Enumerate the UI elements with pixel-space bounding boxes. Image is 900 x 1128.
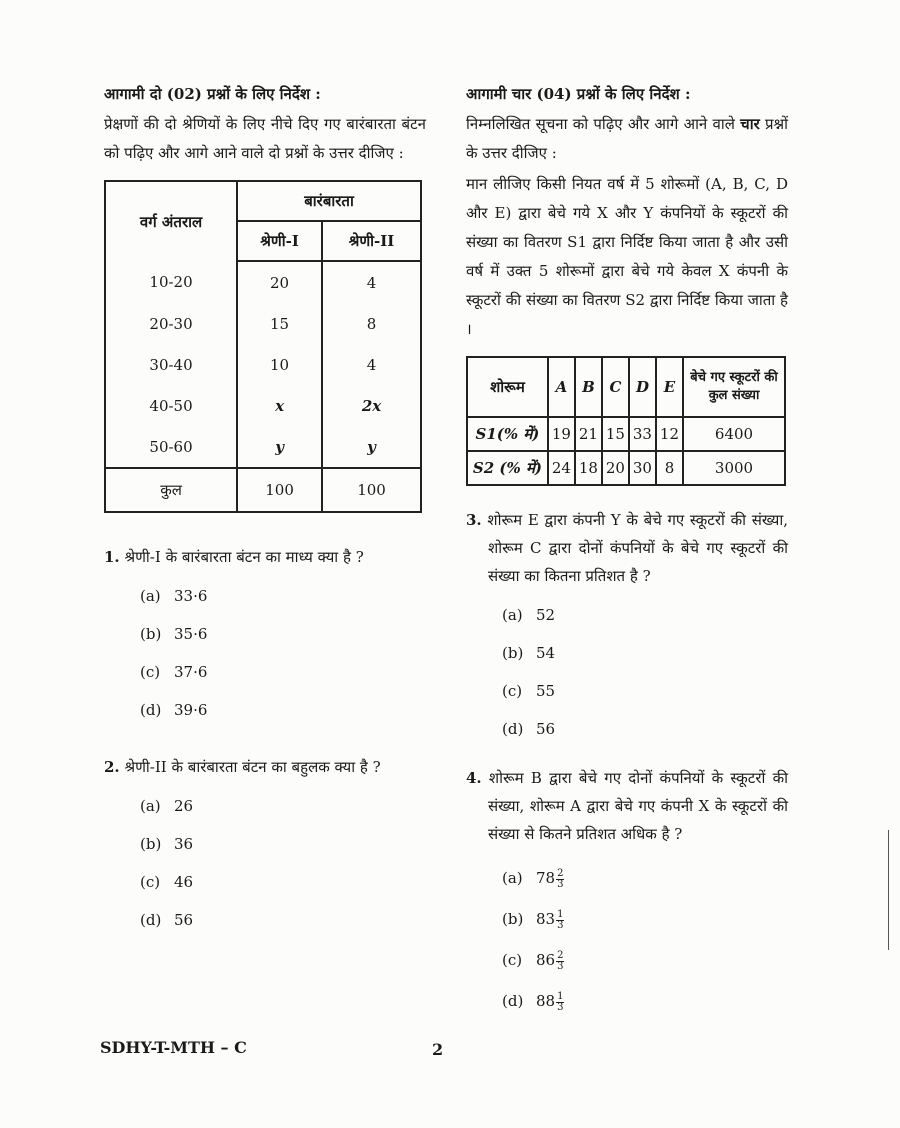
table-row	[105, 426, 421, 468]
fraction: $\frac{2}{3}$	[557, 867, 564, 890]
series2-cell: 8	[322, 303, 421, 344]
value-cell: 8	[656, 451, 683, 485]
value-cell: 19	[548, 417, 575, 451]
value-cell: 15	[602, 417, 629, 451]
interval-cell: 10-20	[105, 261, 237, 303]
table-row	[467, 417, 785, 451]
col-header: B	[575, 357, 602, 417]
showroom-header: शोरूम	[467, 357, 548, 417]
question-2	[104, 753, 426, 933]
value-cell: 18	[575, 451, 602, 485]
question-number: 1.	[104, 548, 120, 566]
option-d[interactable]: (d) 56	[140, 911, 194, 929]
option-d[interactable]: (d) 88 $\frac{1}{3}$	[502, 990, 564, 1013]
option-a[interactable]: (a) 78 $\frac{2}{3}$	[502, 867, 564, 890]
interval-cell: 50-60	[105, 426, 237, 468]
value-cell: 24	[548, 451, 575, 485]
total-sold-header: बेचे गए स्कूटरों की कुल संख्या	[683, 357, 785, 417]
question-text: श्रेणी-I के बारंबारता बंटन का माध्य क्या है ?	[124, 548, 364, 566]
question-text: शोरूम B द्वारा बेचे गए दोनों कंपनियों के स्कूटरों की संख्या, शोरूम A द्वारा बेचे गए कंपनी X के स्कूटरों की संख्या से कितने प्रतिशत अधिक है ?	[488, 769, 788, 843]
total-label: कुल	[105, 468, 237, 512]
question-number: 3.	[466, 511, 482, 529]
question-3	[466, 506, 788, 742]
option-d[interactable]: (d) 56	[502, 720, 556, 738]
sales-table	[466, 356, 786, 486]
value-cell: 33	[629, 417, 656, 451]
class-interval-header: वर्ग अंतराल	[105, 181, 237, 261]
option-b[interactable]: (b) 83 $\frac{1}{3}$	[502, 908, 564, 931]
scenario-text: मान लीजिए किसी नियत वर्ष में 5 शोरूमों (A, B, C, D और E) द्वारा बेचे गये X और Y कंपनियों के स्कूटरों की संख्या का वितरण S1 द्वारा निर्दिष्ट किया जाता है और उसी वर्ष में उक्त 5 शोरूमों द्वारा बेचे गये केवल X कंपनी के स्कूटरों की संख्या का वितरण S2 द्वारा निर्दिष्ट किया जाता है ।	[466, 175, 788, 338]
col-header: D	[629, 357, 656, 417]
option-b[interactable]: (b) 36	[140, 835, 194, 853]
total-series2: 100	[322, 468, 421, 512]
series1-cell: x	[237, 385, 322, 426]
option-d[interactable]: (d) 39·6	[140, 701, 208, 719]
right-directions-text: निम्नलिखित सूचना को पढ़िए और आगे आने वाले चार प्रश्नों के उत्तर दीजिए :	[466, 115, 789, 162]
series1-cell: 15	[237, 303, 322, 344]
left-directions-heading: आगामी दो (02) प्रश्नों के लिए निर्देश :	[104, 85, 321, 103]
series2-cell: 4	[322, 344, 421, 385]
option-a[interactable]: (a) 33·6	[140, 587, 208, 605]
page-number: 2	[432, 1040, 444, 1059]
fraction: $\frac{1}{3}$	[557, 990, 564, 1013]
page-edge-line	[888, 830, 889, 950]
frequency-table	[104, 180, 422, 513]
question-text: श्रेणी-II के बारंबारता बंटन का बहुलक क्या है ?	[124, 758, 381, 776]
fraction: $\frac{1}{3}$	[557, 908, 564, 931]
series1-cell: 10	[237, 344, 322, 385]
option-a[interactable]: (a) 52	[502, 606, 556, 624]
option-c[interactable]: (c) 55	[502, 682, 556, 700]
series2-header: श्रेणी-II	[322, 221, 421, 261]
question-number: 4.	[466, 769, 482, 787]
left-directions-text: प्रेक्षणों की दो श्रेणियों के लिए नीचे दिए गए बारंबारता बंटन को पढ़िए और आगे आने वाले दो प्रश्नों के उत्तर दीजिए :	[104, 115, 426, 162]
interval-cell: 40-50	[105, 385, 237, 426]
table-row	[467, 451, 785, 485]
table-row	[105, 261, 421, 303]
total-row	[105, 468, 421, 512]
option-b[interactable]: (b) 54	[502, 644, 556, 662]
series1-header: श्रेणी-I	[237, 221, 322, 261]
option-b[interactable]: (b) 35·6	[140, 625, 208, 643]
total-cell: 6400	[683, 417, 785, 451]
table-row	[105, 385, 421, 426]
total-cell: 3000	[683, 451, 785, 485]
table-row	[105, 303, 421, 344]
series2-cell: 4	[322, 261, 421, 303]
frequency-header: बारंबारता	[237, 181, 421, 221]
value-cell: 12	[656, 417, 683, 451]
right-column	[466, 84, 788, 1014]
row-label: S1(% में)	[467, 417, 548, 451]
value-cell: 30	[629, 451, 656, 485]
col-header: E	[656, 357, 683, 417]
interval-cell: 20-30	[105, 303, 237, 344]
right-directions-heading: आगामी चार (04) प्रश्नों के लिए निर्देश :	[466, 85, 691, 103]
option-c[interactable]: (c) 37·6	[140, 663, 208, 681]
option-c[interactable]: (c) 46	[140, 873, 194, 891]
question-1	[104, 543, 426, 723]
series1-cell: 20	[237, 261, 322, 303]
total-series1: 100	[237, 468, 322, 512]
question-number: 2.	[104, 758, 120, 776]
series2-cell: 2x	[322, 385, 421, 426]
option-a[interactable]: (a) 26	[140, 797, 194, 815]
table-row	[105, 344, 421, 385]
series2-cell: y	[322, 426, 421, 468]
option-c[interactable]: (c) 86 $\frac{2}{3}$	[502, 949, 564, 972]
left-column	[104, 84, 426, 933]
interval-cell: 30-40	[105, 344, 237, 385]
col-header: A	[548, 357, 575, 417]
fraction: $\frac{2}{3}$	[557, 949, 564, 972]
row-label: S2 (% में)	[467, 451, 548, 485]
paper-code: SDHY-T-MTH – C	[100, 1038, 247, 1057]
series1-cell: y	[237, 426, 322, 468]
value-cell: 21	[575, 417, 602, 451]
col-header: C	[602, 357, 629, 417]
question-text: शोरूम E द्वारा कंपनी Y के बेचे गए स्कूटरों की संख्या, शोरूम C द्वारा दोनों कंपनियों के बेचे गए स्कूटरों की संख्या का कितना प्रतिशत है ?	[487, 511, 788, 585]
value-cell: 20	[602, 451, 629, 485]
question-4	[466, 764, 788, 1014]
